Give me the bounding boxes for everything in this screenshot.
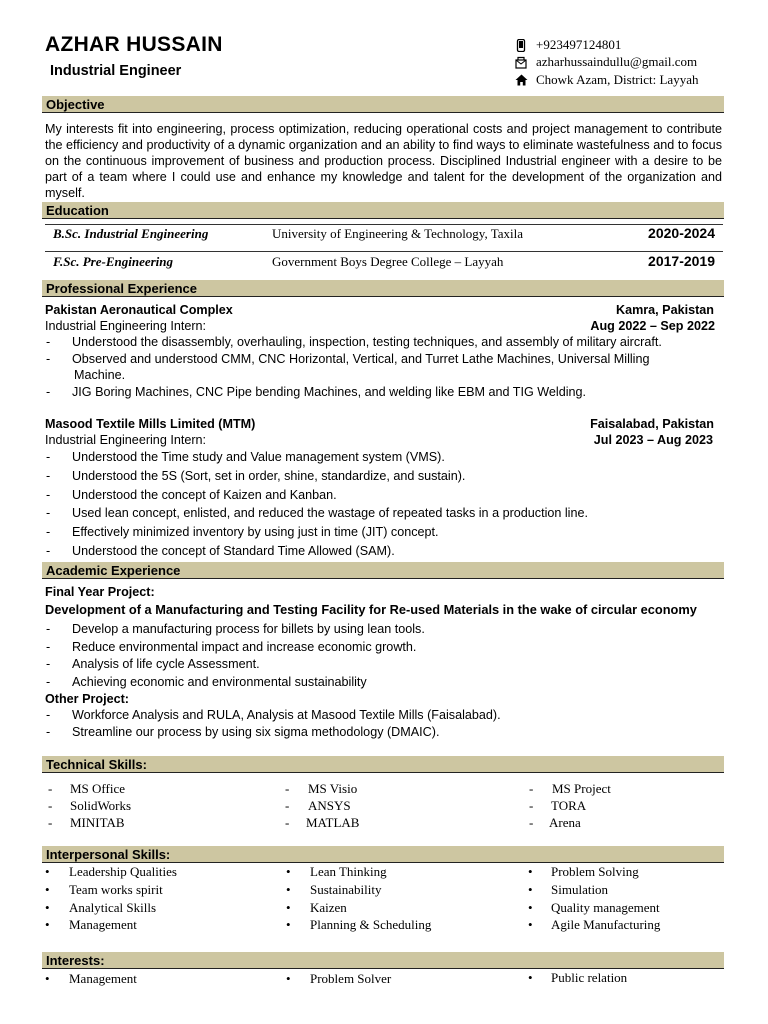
interpersonal-skills-grid: • Leadership Qualities • Team works spirit • Analytical Skills • Management • Lean Thinking • Sustainability • Kaizen • Planning & Scheduling • Problem Solving • Simulation • Quality management • Agile Manufacturing [45, 864, 661, 932]
list-item: - Analysis of life cycle Assessment. [46, 657, 260, 671]
technical-skills-grid: - MS Office - SolidWorks - MINITAB - MS Visio - ANSYS - MATLAB - MS Project - TORA - Arena [48, 781, 611, 830]
fyp-label: Final Year Project: [45, 585, 155, 599]
skill-item: Leadership Qualities [69, 864, 177, 879]
skill-item: Management [69, 917, 137, 932]
list-item: - Understood the disassembly, overhauling, inspection, testing techniques, and assembly of military aircraft. [46, 335, 662, 349]
objective-heading: Objective [42, 96, 724, 113]
skill-item: Analytical Skills [69, 900, 157, 915]
institute: Government Boys Degree College – Layyah [272, 254, 504, 269]
skill-item: ANSYS [308, 798, 351, 813]
list-item: - Achieving economic and environmental sustainability [46, 674, 367, 689]
list-item: - Streamline our process by using six sigma methodology (DMAIC). [46, 724, 440, 739]
list-item: - JIG Boring Machines, CNC Pipe bending Machines, and welding like EBM and TIG Welding. [46, 384, 587, 399]
interest-item: Problem Solver [310, 971, 392, 986]
education-row [45, 222, 723, 248]
interest-item: Public relation [551, 970, 628, 985]
fyp-title: Development of a Manufacturing and Testing Facility for Re-used Materials in the wake of circular economy [45, 602, 697, 617]
list-item: - Understood the 5S (Sort, set in order, shine, standardize, and sustain). [46, 468, 466, 483]
interests-heading: Interests: [42, 952, 724, 969]
list-item: - Used lean concept, enlisted, and reduced the wastage of repeated tasks in a production line. [46, 506, 588, 521]
skill-item: Arena [549, 815, 581, 830]
skill-item: MINITAB [70, 815, 125, 830]
list-item: Machine. [74, 368, 126, 382]
company-location: Faisalabad, Pakistan [590, 417, 714, 431]
phone-text[interactable]: +923497124801 [536, 37, 622, 52]
skill-item: MATLAB [306, 815, 360, 830]
skill-item: Planning & Scheduling [310, 917, 432, 932]
other-project-label: Other Project: [45, 692, 129, 706]
skill-item: TORA [551, 798, 587, 813]
job-dates: Aug 2022 – Sep 2022 [590, 319, 715, 333]
skill-item: Team works spirit [69, 882, 163, 897]
degree: F.Sc. Pre-Engineering [53, 254, 174, 269]
contact-phone [514, 37, 621, 53]
email-icon [514, 55, 528, 69]
interest-item: Management [69, 971, 137, 986]
company-name: Masood Textile Mills Limited (MTM) [45, 417, 256, 431]
job-points [45, 334, 725, 400]
list-item: - Develop a manufacturing process for billets by using lean tools. [46, 622, 425, 636]
skill-item: Quality management [551, 900, 660, 915]
objective-text: My interests fit into engineering, process optimization, reducing operational costs and project management to contribute the efficiency and productivity of a dynamic organization and an ability to find ways to eliminate wastefulness and to focus on the continuous improvement of business and production process. Disciplined Industrial engineer with a desire to be part of a team where I could use and enhance my knowledge and talent for the development of the organization and myself. [45, 122, 722, 200]
list-item: - Workforce Analysis and RULA, Analysis at Masood Textile Mills (Faisalabad). [46, 708, 501, 722]
list-item: - Effectively minimized inventory by using just in time (JIT) concept. [46, 525, 439, 540]
job-role: Industrial Engineering Intern: [45, 433, 207, 447]
contact-address [514, 72, 698, 88]
years: 2017-2019 [648, 253, 715, 269]
fyp-points [45, 621, 725, 691]
company-name: Pakistan Aeronautical Complex [45, 303, 233, 317]
list-item: - Understood the Time study and Value management system (VMS). [46, 450, 445, 464]
list-item: - Observed and understood CMM, CNC Horizontal, Vertical, and Turret Lathe Machines, Universal Milling [46, 351, 650, 366]
technical-skills-heading: Technical Skills: [42, 756, 724, 773]
experience-heading: Professional Experience [42, 280, 724, 297]
candidate-title: Industrial Engineer [50, 63, 182, 79]
list-item: - Understood the concept of Standard Time Allowed (SAM). [46, 543, 395, 558]
skill-item: SolidWorks [70, 798, 132, 813]
institute: University of Engineering & Technology, Taxila [272, 226, 524, 241]
candidate-name: AZHAR HUSSAIN [45, 33, 223, 56]
skill-item: Kaizen [310, 900, 347, 915]
academic-heading: Academic Experience [42, 562, 724, 579]
company-location: Kamra, Pakistan [615, 303, 714, 317]
degree: B.Sc. Industrial Engineering [53, 226, 209, 241]
skill-item: Simulation [551, 882, 609, 897]
skill-item: Problem Solving [551, 864, 639, 879]
contact-email [514, 54, 697, 70]
other-project-points [45, 707, 725, 740]
skill-item: MS Office [70, 781, 126, 796]
skill-item: Lean Thinking [310, 864, 387, 879]
job-role: Industrial Engineering Intern: [45, 319, 207, 333]
skill-item: Sustainability [310, 882, 382, 897]
home-icon [514, 73, 528, 87]
job-points [45, 448, 725, 561]
job-dates: Jul 2023 – Aug 2023 [593, 433, 713, 447]
skill-item: Agile Manufacturing [551, 917, 661, 932]
email-text[interactable]: azharhussaindullu@gmail.com [536, 54, 698, 69]
address-text: Chowk Azam, District: Layyah [536, 72, 699, 87]
education-heading: Education [42, 202, 724, 219]
years: 2020-2024 [648, 225, 715, 241]
phone-icon [514, 38, 528, 52]
list-item: - Reduce environmental impact and increase economic growth. [46, 639, 417, 654]
skill-item: MS Visio [308, 781, 358, 796]
interpersonal-skills-heading: Interpersonal Skills: [42, 846, 724, 863]
interests-list: • Management • Problem Solver • Public relation [45, 970, 628, 986]
skill-item: MS Project [552, 781, 611, 796]
list-item: - Understood the concept of Kaizen and Kanban. [46, 487, 337, 502]
education-row [45, 250, 723, 276]
